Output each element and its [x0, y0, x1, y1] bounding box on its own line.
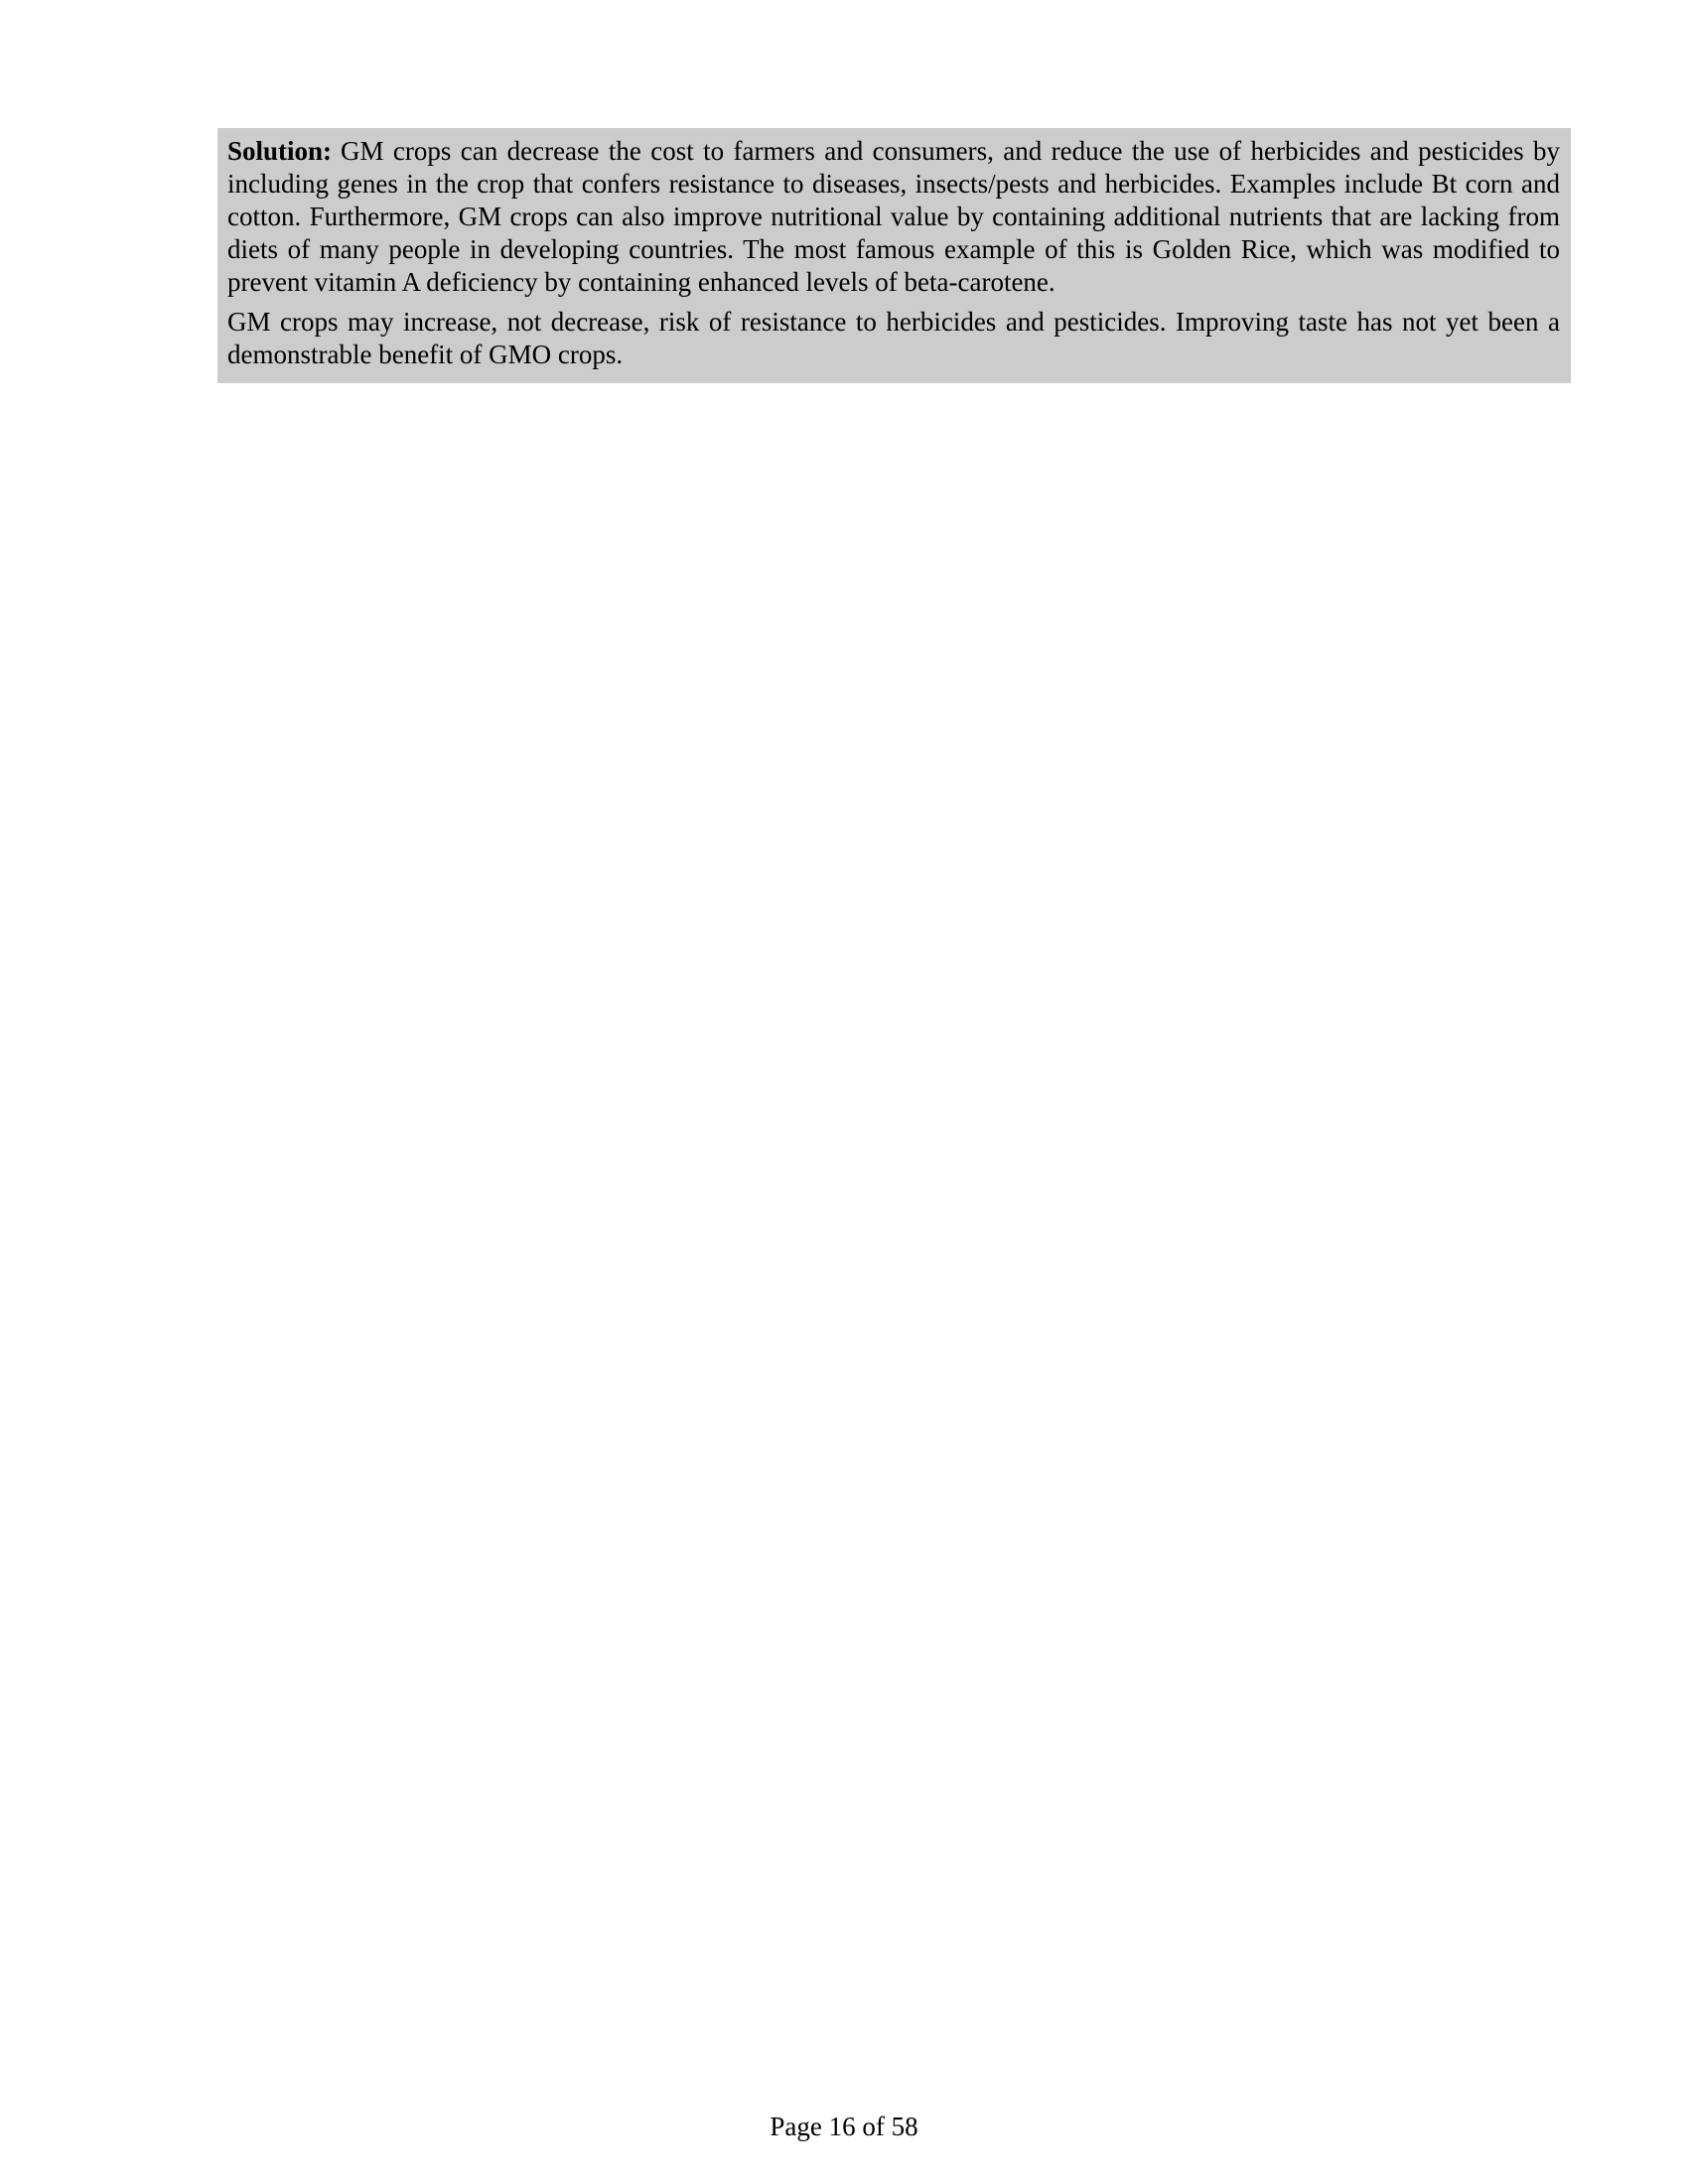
solution-label: Solution:	[227, 136, 333, 166]
solution-paragraph-main-text: GM crops can decrease the cost to farmers and consumers, and reduce the use of herbicides and pesticides by including genes in the crop that confers resistance to diseases, insects/pests and herbicides. Examples include Bt corn and cotton. Furthermore, GM crops can also improve nutritional value by containing additional nutrients that are lacking from diets of many people in developing countries. The most famous example of this is Golden Rice, which was modified to prevent vitamin A deficiency by containing enhanced levels of beta-carotene.	[227, 136, 1560, 297]
solution-paragraph-main	[227, 135, 1560, 299]
page-number: Page 16 of 58	[770, 2112, 918, 2141]
solution-paragraph-note: GM crops may increase, not decrease, risk of resistance to herbicides and pesticides. Improving taste has not yet been a demonstrable benefit of GMO crops.	[227, 307, 1560, 369]
solution-box	[217, 128, 1571, 383]
